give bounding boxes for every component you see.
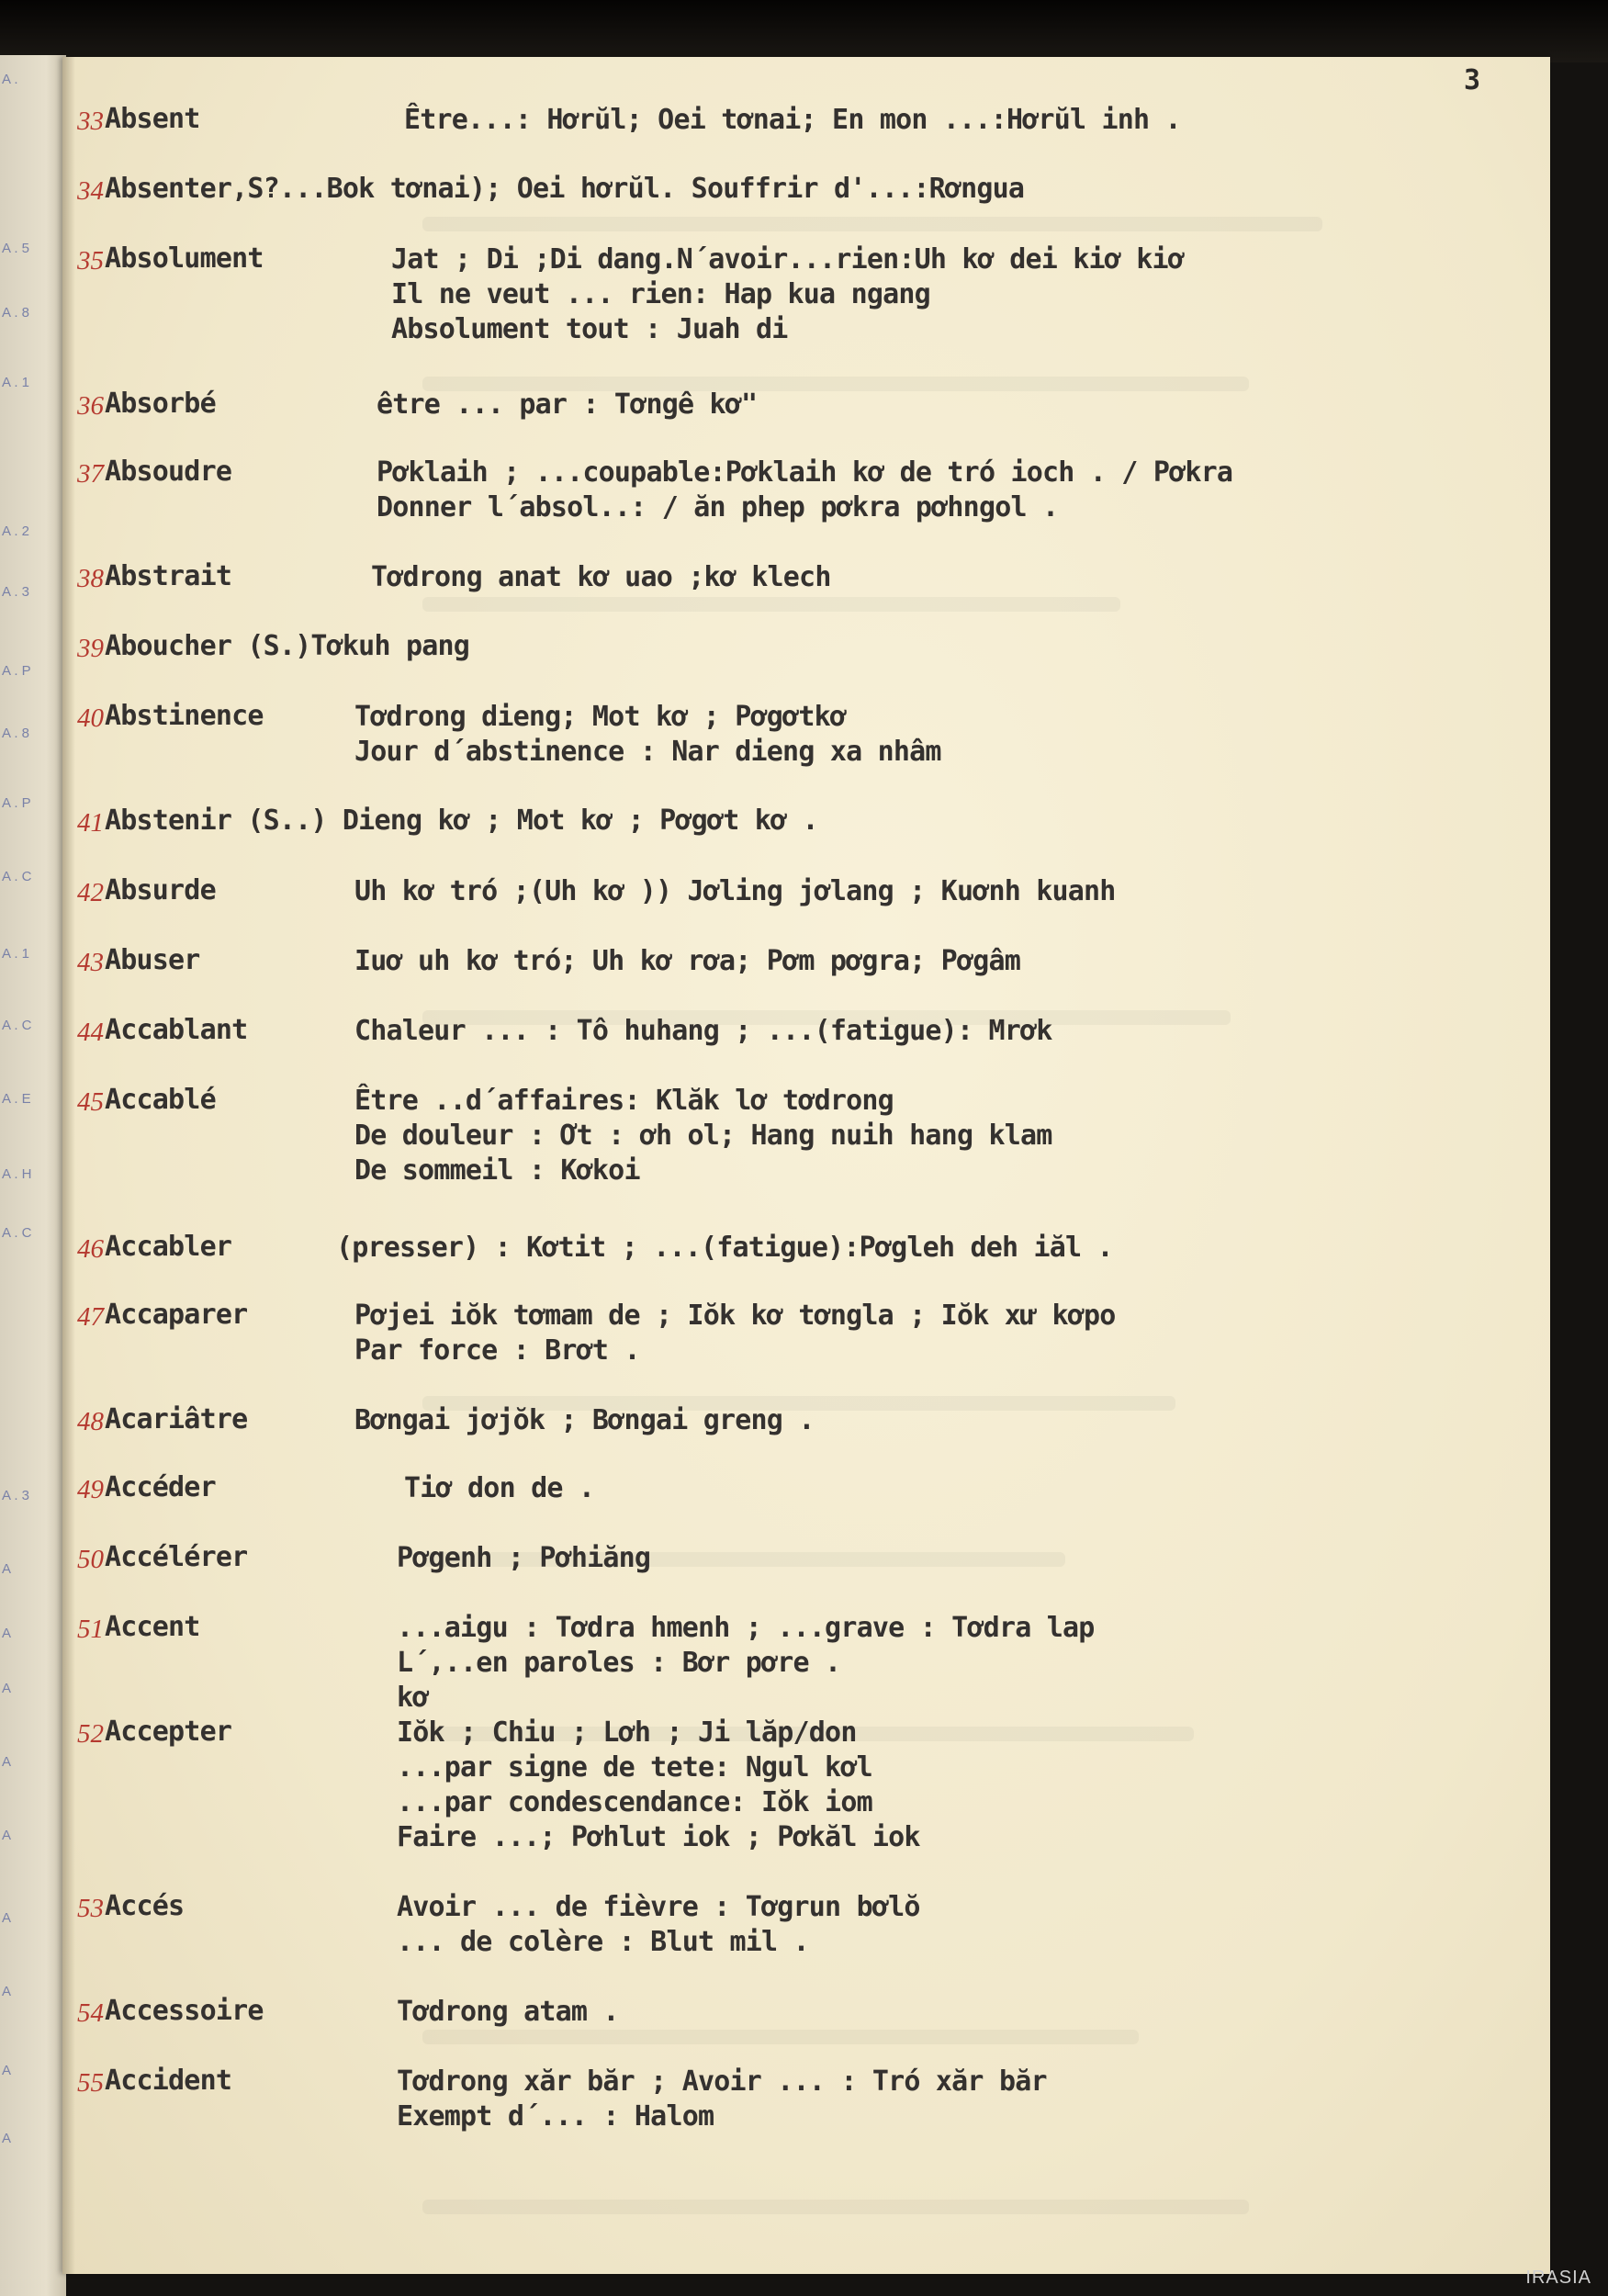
entry-headword: Accés bbox=[105, 1890, 185, 1922]
entry-number: 49 bbox=[77, 1475, 104, 1504]
definition-line: Tiơ don de . bbox=[404, 1472, 595, 1504]
definition-line: De sommeil : Kơkoi bbox=[354, 1154, 640, 1187]
entry-headword: Accessoire bbox=[105, 1995, 264, 2027]
margin-label: A . 3 bbox=[2, 584, 30, 600]
margin-label: A bbox=[2, 2131, 12, 2146]
entry-headword: Acariâtre bbox=[105, 1403, 248, 1435]
margin-label: A . 8 bbox=[2, 726, 30, 741]
margin-label: A bbox=[2, 1910, 12, 1926]
definition-line: kơ bbox=[397, 1682, 429, 1714]
definition-line: Faire ...; Pơhlut iok ; Pơkăl iok bbox=[397, 1821, 920, 1853]
entry-headword: Accident bbox=[105, 2065, 232, 2097]
entry-definition bbox=[391, 242, 1184, 347]
entry-number: 46 bbox=[77, 1234, 104, 1264]
entry-definition bbox=[397, 1995, 619, 2030]
definition-line: Chaleur ... : Tô huhang ; ...(fatigue): Mrơk bbox=[354, 1015, 1052, 1047]
entry-headword: Accent bbox=[105, 1611, 200, 1643]
entry-number: 41 bbox=[77, 808, 104, 838]
margin-label: A . P bbox=[2, 795, 31, 811]
margin-label: A . P bbox=[2, 663, 31, 679]
definition-line: Il ne veut ... rien: Hap kua ngang bbox=[391, 278, 930, 310]
entry-number: 52 bbox=[77, 1719, 104, 1749]
entry-headword: Absenter,S?...Bok tơnai); Oei hơrŭl. Souffrir d'...:Rơngua bbox=[105, 173, 1025, 205]
definition-line: Bơngai jơjŏk ; Bơngai greng . bbox=[354, 1404, 815, 1436]
margin-label: A bbox=[2, 1984, 12, 1999]
entry-definition bbox=[397, 1541, 650, 1576]
entry-definition bbox=[397, 1611, 1095, 1716]
definition-line: Tơdrong xăr băr ; Avoir ... : Tró xăr băr bbox=[397, 2065, 1047, 2098]
entry-headword: Aboucher (S.)Tơkuh pang bbox=[105, 630, 470, 662]
entry-number: 45 bbox=[77, 1087, 104, 1117]
definition-line: Exempt d´... : Halom bbox=[397, 2100, 714, 2133]
entry-number: 36 bbox=[77, 391, 104, 421]
entry-number: 51 bbox=[77, 1615, 104, 1644]
page-number: 3 bbox=[1464, 64, 1481, 96]
entry-number: 40 bbox=[77, 703, 104, 733]
entry-number: 54 bbox=[77, 1998, 104, 2028]
entry-number: 47 bbox=[77, 1302, 104, 1332]
definition-line: Uh kơ tró ;(Uh kơ )) Jơling jơlang ; Kuơnh kuanh bbox=[354, 875, 1116, 907]
entry-headword: Accéder bbox=[105, 1471, 216, 1503]
definition-line: Être ..d´affaires: Klăk lơ tơdrong bbox=[354, 1085, 894, 1117]
adjacent-page-margin bbox=[0, 55, 66, 2296]
entry-headword: Abuser bbox=[105, 944, 200, 976]
entry-headword: Abstinence bbox=[105, 700, 264, 732]
entry-headword: Abstrait bbox=[105, 560, 232, 592]
entry-definition bbox=[397, 1716, 920, 1855]
definition-line: Tơdrong anat kơ uao ;kơ klech bbox=[371, 561, 831, 593]
watermark: IRASIA bbox=[1525, 2268, 1591, 2288]
definition-line: Pơgenh ; Pơhiăng bbox=[397, 1542, 651, 1574]
entry-headword: Absurde bbox=[105, 874, 216, 906]
margin-label: A . H bbox=[2, 1166, 32, 1182]
entry-definition bbox=[336, 1231, 1113, 1266]
entry-number: 50 bbox=[77, 1545, 104, 1574]
definition-line: Iŏk ; Chiu ; Lơh ; Ji lăp/don bbox=[397, 1716, 857, 1749]
show-through bbox=[422, 2030, 1139, 2044]
margin-label: A bbox=[2, 1561, 12, 1577]
definition-line: Avoir ... de fièvre : Tơgrun bơlŏ bbox=[397, 1891, 920, 1923]
definition-line: ... de colère : Blut mil . bbox=[397, 1926, 809, 1958]
entry-number: 34 bbox=[77, 176, 104, 206]
margin-label: A . 3 bbox=[2, 1488, 30, 1503]
definition-line: Donner l´absol..: / ăn phep pơkra pơhngol . bbox=[377, 491, 1059, 523]
margin-label: A . 1 bbox=[2, 375, 30, 390]
entry-number: 35 bbox=[77, 246, 104, 276]
definition-line: Jat ; Di ;Di dang.N´avoir...rien:Uh kơ dei kiơ kiơ bbox=[391, 243, 1185, 276]
entry-number: 33 bbox=[77, 107, 104, 136]
entry-definition bbox=[354, 700, 941, 770]
definition-line: (presser) : Kơtit ; ...(fatigue):Pơgleh deh iăl . bbox=[336, 1232, 1113, 1264]
entry-headword: Absolument bbox=[105, 242, 264, 275]
entry-definition bbox=[404, 1471, 594, 1506]
entry-number: 55 bbox=[77, 2068, 104, 2098]
entry-headword: Accélérer bbox=[105, 1541, 248, 1573]
show-through bbox=[422, 217, 1322, 231]
definition-line: ...par condescendance: Iŏk iom bbox=[397, 1786, 872, 1818]
entry-definition bbox=[397, 2065, 1047, 2134]
definition-line: ...par signe de tete: Ngul kơl bbox=[397, 1751, 872, 1784]
margin-label: A bbox=[2, 2063, 12, 2078]
definition-line: Pơklaih ; ...coupable:Pơklaih kơ de tró ioch . / Pơkra bbox=[377, 456, 1233, 489]
entry-headword: Accabler bbox=[105, 1231, 232, 1263]
scan-top-border bbox=[0, 0, 1608, 62]
entry-definition bbox=[397, 1890, 920, 1960]
entry-definition bbox=[377, 456, 1232, 525]
entry-definition bbox=[404, 103, 1181, 138]
definition-line: L´,..en paroles : Bơr pơre . bbox=[397, 1647, 841, 1679]
entry-number: 44 bbox=[77, 1018, 104, 1047]
entry-headword: Absoudre bbox=[105, 456, 232, 488]
entry-number: 48 bbox=[77, 1407, 104, 1436]
margin-label: A . E bbox=[2, 1091, 31, 1107]
entry-definition bbox=[377, 388, 757, 422]
margin-label: A . C bbox=[2, 869, 32, 884]
entry-headword: Accepter bbox=[105, 1716, 232, 1748]
entry-definition bbox=[354, 1299, 1116, 1368]
entry-number: 37 bbox=[77, 459, 104, 489]
entry-headword: Accablé bbox=[105, 1084, 216, 1116]
entry-headword: Absent bbox=[105, 103, 200, 135]
definition-line: De douleur : Ơt : ơh ol; Hang nuih hang klam bbox=[354, 1120, 1052, 1152]
entry-definition bbox=[354, 874, 1116, 909]
entry-headword: Absorbé bbox=[105, 388, 216, 420]
margin-label: A . C bbox=[2, 1225, 32, 1241]
definition-line: Jour d´abstinence : Nar dieng xa nhâm bbox=[354, 736, 941, 768]
margin-label: A . bbox=[2, 72, 18, 87]
entry-headword: Accablant bbox=[105, 1014, 248, 1046]
definition-line: Par force : Brơt . bbox=[354, 1334, 640, 1367]
margin-label: A bbox=[2, 1681, 12, 1696]
definition-line: Pơjei iŏk tơmam de ; Iŏk kơ tơngla ; Iŏk xư kơpo bbox=[354, 1300, 1116, 1332]
entry-number: 43 bbox=[77, 948, 104, 977]
page-spine-shadow bbox=[62, 57, 75, 2274]
entry-number: 38 bbox=[77, 564, 104, 593]
margin-label: A bbox=[2, 1828, 12, 1843]
show-through bbox=[422, 597, 1120, 612]
entry-definition bbox=[354, 1084, 1052, 1188]
margin-label: A . C bbox=[2, 1018, 32, 1033]
entry-definition bbox=[371, 560, 831, 595]
definition-line: Absolument tout : Juah di bbox=[391, 313, 788, 345]
entry-headword: Abstenir (S..) Dieng kơ ; Mot kơ ; Pơgơt kơ . bbox=[105, 805, 818, 837]
entry-definition bbox=[354, 1403, 815, 1438]
definition-line: Tơdrong atam . bbox=[397, 1996, 619, 2028]
show-through bbox=[422, 2200, 1249, 2214]
entry-definition bbox=[354, 944, 1020, 979]
margin-label: A . 5 bbox=[2, 241, 30, 256]
entry-number: 39 bbox=[77, 634, 104, 663]
definition-line: ...aigu : Tơdra hmenh ; ...grave : Tơdra lap bbox=[397, 1612, 1095, 1644]
margin-label: A bbox=[2, 1754, 12, 1770]
margin-label: A . 8 bbox=[2, 305, 30, 321]
margin-label: A . 2 bbox=[2, 523, 30, 539]
entry-number: 42 bbox=[77, 878, 104, 907]
definition-line: être ... par : Tơngê kơ" bbox=[377, 388, 758, 421]
definition-line: Iuơ uh kơ tró; Uh kơ rơa; Pơm pơgra; Pơgâm bbox=[354, 945, 1020, 977]
margin-label: A bbox=[2, 1626, 12, 1641]
definition-line: Être...: Hơrŭl; Oei tơnai; En mon ...:Hơrŭl inh . bbox=[404, 104, 1181, 136]
definition-line: Tơdrong dieng; Mot kơ ; Pơgơtkơ bbox=[354, 701, 847, 733]
entry-definition bbox=[354, 1014, 1052, 1049]
margin-label: A . 1 bbox=[2, 946, 30, 962]
entry-number: 53 bbox=[77, 1894, 104, 1923]
entry-headword: Accaparer bbox=[105, 1299, 248, 1331]
